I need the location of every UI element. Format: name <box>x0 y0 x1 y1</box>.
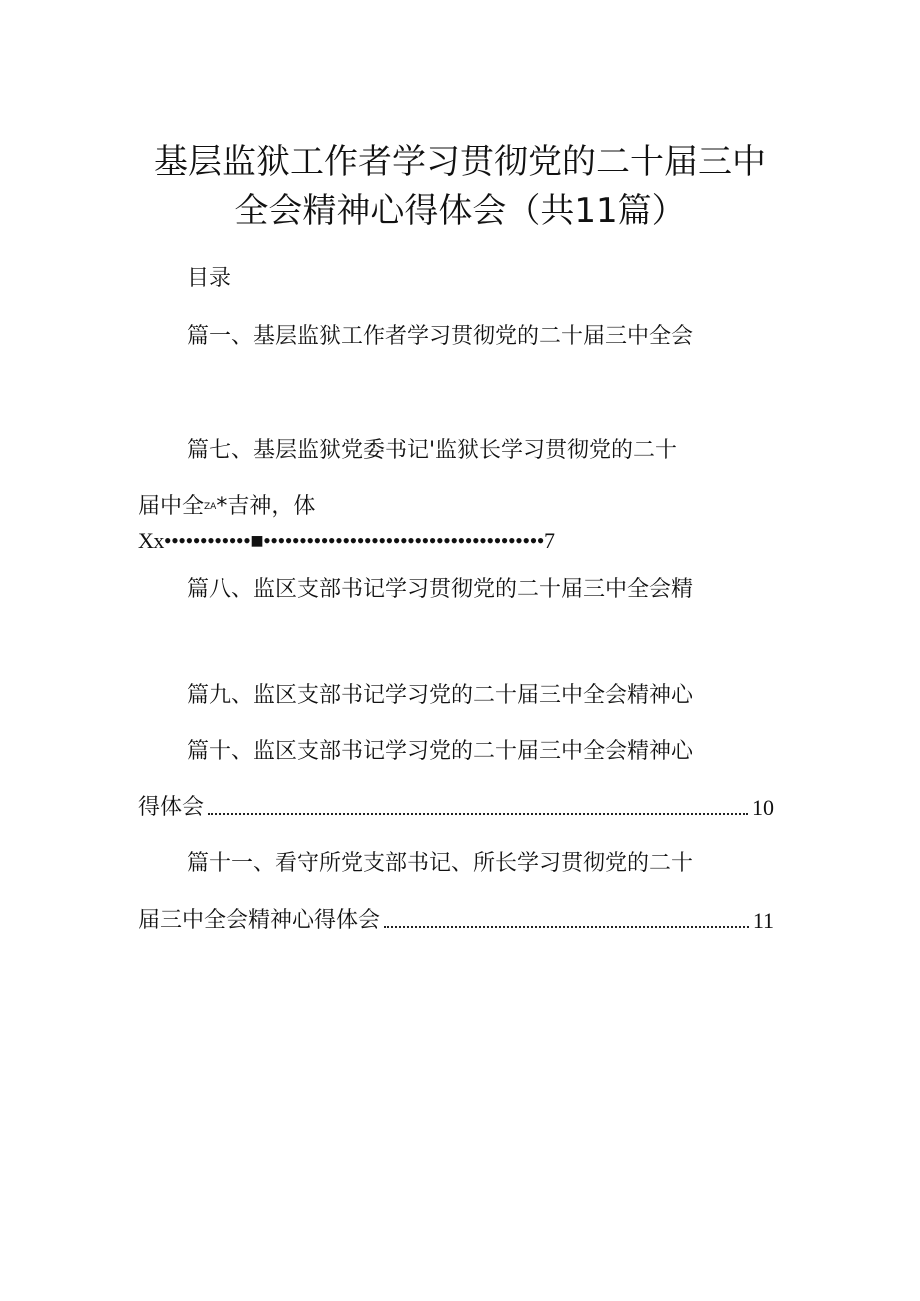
toc-entry-11-page-number: 11 <box>752 908 774 933</box>
document-title-line-2: 全会精神心得体会（共11篇） <box>234 191 686 231</box>
toc-entry-7-line-2[interactable] <box>138 493 315 521</box>
toc-entry-11-text: 届三中全会精神心得体会 <box>138 908 381 933</box>
toc-entry-8[interactable]: 篇八、监区支部书记学习贯彻党的二十届三中全会精 <box>187 577 694 602</box>
toc-entry-7-artifact: ZA <box>204 502 217 512</box>
toc-entry-7-line-3[interactable]: Xx••••••••••••■•••••••••••••••••••••••••••••••••••••••7 <box>138 528 555 553</box>
toc-entry-7-line-1[interactable]: 篇七、基层监狱党委书记'监狱长学习贯彻党的二十 <box>187 438 678 463</box>
toc-heading: 目录 <box>187 266 232 291</box>
toc-entry-10-line-1[interactable]: 篇十、监区支部书记学习党的二十届三中全会精神心 <box>187 739 694 764</box>
toc-entry-10-page-number: 10 <box>752 795 774 820</box>
document-title-line-1: 基层监狱工作者学习贯彻党的二十届三中 <box>154 142 766 182</box>
toc-entry-7-text-b: *吉神，体 <box>216 494 316 519</box>
toc-entry-7-text-a: 届中全 <box>138 494 205 519</box>
dot-leader <box>384 926 749 928</box>
toc-entry-1[interactable]: 篇一、基层监狱工作者学习贯彻党的二十届三中全会 <box>187 324 694 349</box>
toc-entry-10-line-2[interactable] <box>138 794 774 822</box>
toc-entry-11-line-1[interactable]: 篇十一、看守所党支部书记、所长学习贯彻党的二十 <box>187 851 694 876</box>
dot-leader <box>208 813 748 815</box>
toc-entry-11-line-2[interactable] <box>138 907 774 935</box>
toc-entry-10-text: 得体会 <box>138 795 205 820</box>
toc-entry-9[interactable]: 篇九、监区支部书记学习党的二十届三中全会精神心 <box>187 683 694 708</box>
